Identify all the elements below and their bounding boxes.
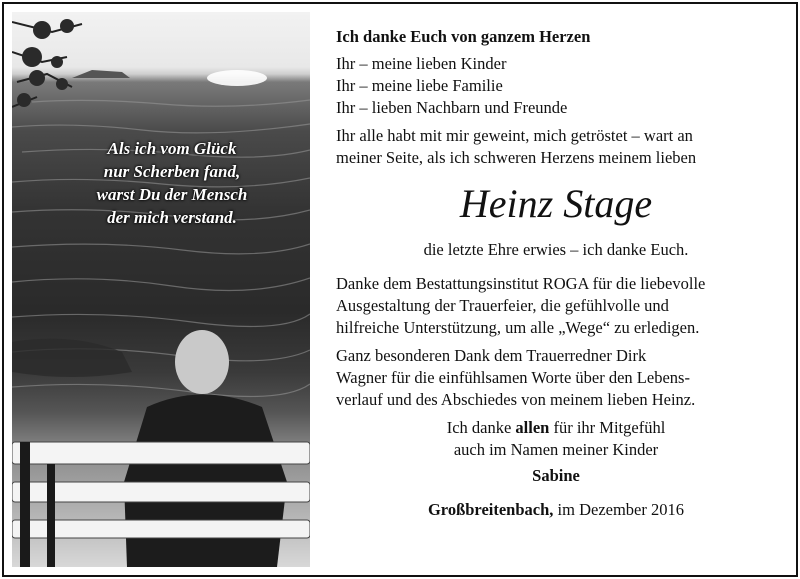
- speaker-line: Ganz besonderen Dank dem Trauerredner Dirk: [336, 346, 647, 365]
- closing-line: auch im Namen meiner Kinder: [453, 440, 659, 459]
- obituary-notice: [2, 2, 798, 577]
- funeral-home-paragraph: [336, 273, 776, 339]
- speaker-line: Wagner für die einfühlsamen Worte über den Lebens-: [336, 368, 690, 387]
- after-name-line: die letzte Ehre erwies – ich danke Euch.: [423, 240, 689, 259]
- thanks-list-item: Ihr – lieben Nachbarn und Freunde: [336, 98, 568, 117]
- place-date: [336, 499, 776, 521]
- closing-start: Ich danke: [446, 418, 516, 437]
- closing-thanks: [336, 417, 776, 461]
- sea-bench-illustration: [12, 12, 310, 567]
- place-name: Großbreitenbach,: [427, 500, 554, 519]
- thanks-list-item: Ihr – meine lieben Kinder: [336, 54, 507, 73]
- quote-line: warst Du der Mensch: [96, 185, 248, 204]
- deceased-name: Heinz Stage: [459, 181, 653, 226]
- funeral-line: Danke dem Bestattungsinstitut ROGA für die liebevolle: [336, 274, 706, 293]
- notice-text: [336, 26, 776, 521]
- speaker-line: verlauf und des Abschiedes von meinem lieben Heinz.: [336, 390, 696, 409]
- date-text: im Dezember 2016: [553, 500, 685, 519]
- intro-paragraph: [336, 125, 776, 169]
- intro-line: Ihr alle habt mit mir geweint, mich getröstet – wart an: [336, 126, 693, 145]
- closing-line: [336, 417, 776, 439]
- funeral-line: Ausgestaltung der Trauerfeier, die gefühlvolle und: [336, 296, 669, 315]
- closing-emphasis: allen: [515, 418, 550, 437]
- speaker-paragraph: [336, 345, 776, 411]
- closing-end: für ihr Mitgefühl: [549, 418, 666, 437]
- funeral-line: hilfreiche Unterstützung, um alle „Wege“ zu erledigen.: [336, 318, 700, 337]
- notice-heading: Ich danke Euch von ganzem Herzen: [336, 27, 591, 46]
- thanks-list-item: Ihr – meine liebe Familie: [336, 76, 503, 95]
- quote-line: nur Scherben fand,: [103, 162, 241, 181]
- memorial-quote: [52, 137, 292, 229]
- intro-line: meiner Seite, als ich schweren Herzens meinem lieben: [336, 148, 697, 167]
- quote-line: der mich verstand.: [107, 208, 237, 227]
- quote-line: Als ich vom Glück: [107, 139, 237, 158]
- memorial-photo: [12, 12, 310, 567]
- signature: Sabine: [532, 466, 580, 485]
